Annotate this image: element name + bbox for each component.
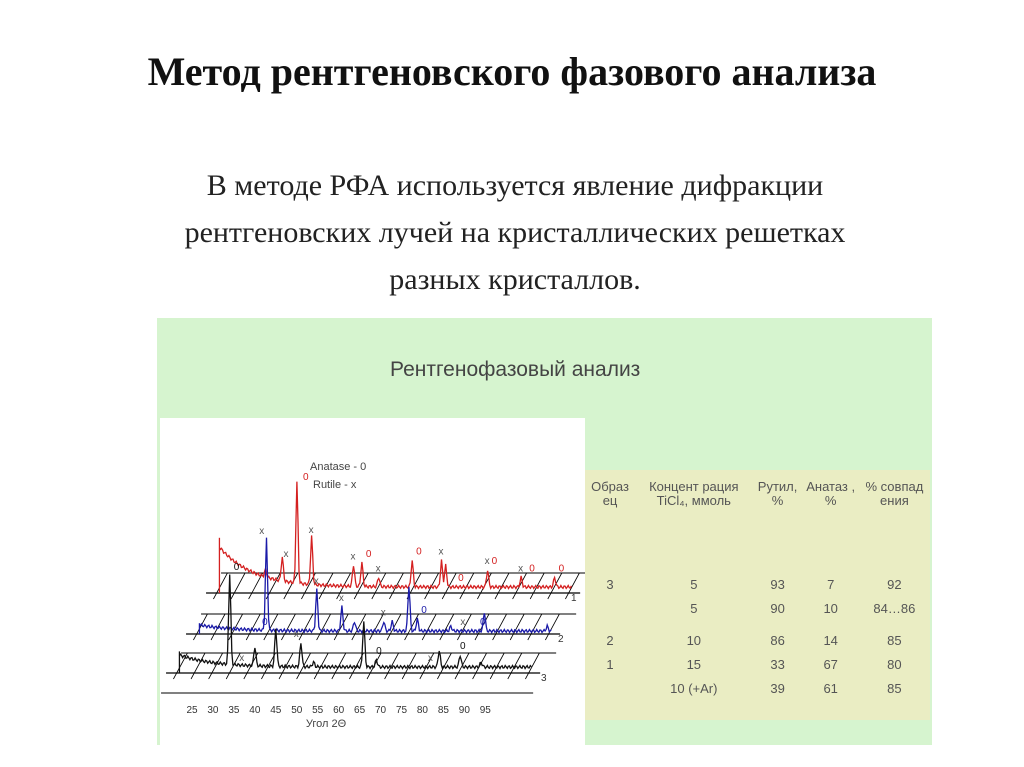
table-cell: 5 — [690, 601, 698, 616]
table-row — [585, 677, 930, 701]
peak-marker-rutile: x — [338, 593, 344, 604]
grid-tick — [493, 614, 507, 640]
peak-marker-anatase: 0 — [491, 556, 498, 568]
grid-tick — [209, 653, 223, 679]
peak-marker-rutile: x — [484, 556, 490, 568]
panel-title: Рентгенофазовый анализ — [390, 358, 641, 381]
table-cell: 85 — [887, 681, 902, 696]
peak-marker-rutile: x — [259, 525, 265, 537]
table-cell: 33 — [770, 657, 785, 672]
peak-marker-rutile: x — [427, 653, 433, 664]
x-tick-label: 55 — [312, 705, 324, 716]
table-cell: 92 — [887, 577, 902, 592]
x-tick-label: 70 — [374, 705, 387, 716]
peak-marker-rutile: x — [375, 563, 381, 575]
grid-tick — [299, 614, 313, 640]
paragraph-line: В методе РФА используется явление дифракции — [206, 169, 824, 202]
table-cell: 90 — [770, 601, 785, 616]
grid-tick — [226, 653, 240, 679]
peak-marker-rutile: x — [380, 607, 386, 619]
x-axis-label: Угол 2Θ — [305, 718, 347, 730]
peak-marker-anatase: 0 — [558, 563, 565, 575]
table-header: Анатаз , % — [806, 479, 856, 508]
table-cell: 84…86 — [873, 601, 916, 616]
peak-marker-anatase: 0 — [303, 472, 309, 484]
table-cell: 86 — [770, 633, 785, 648]
peak-marker-rutile: x — [313, 576, 319, 588]
series-line-3 — [179, 575, 531, 669]
peak-marker-anatase: 0 — [529, 563, 535, 575]
table-cell — [585, 677, 635, 701]
peak-marker-rutile: x — [283, 549, 289, 560]
grid-tick — [284, 573, 298, 599]
peak-marker-anatase: 0 — [479, 617, 486, 628]
table-cell — [585, 597, 635, 621]
table-cell: 14 — [823, 633, 838, 648]
paragraph-line: рентгеновских лучей на кристаллических решетках — [184, 216, 846, 249]
x-tick-label: 95 — [479, 705, 491, 716]
xrd-chart — [160, 418, 585, 745]
peak-marker-rutile: x — [293, 629, 299, 640]
x-tick-label: 85 — [437, 705, 449, 716]
grid-tick — [246, 614, 260, 640]
slide-paragraph — [60, 162, 970, 303]
x-tick-label: 65 — [354, 705, 366, 716]
legend-entry: Rutile - x — [313, 479, 357, 491]
x-tick-label: 75 — [395, 705, 408, 716]
peak-marker-anatase: 0 — [458, 573, 464, 584]
table-cell: 93 — [770, 577, 785, 592]
x-tick-label: 30 — [207, 705, 219, 716]
results-table — [585, 470, 930, 720]
series-label: 2 — [558, 634, 564, 645]
table-cell: 10 — [686, 633, 702, 648]
table-row — [585, 653, 930, 677]
table-cell: 15 — [686, 657, 702, 672]
slide-title: Метод рентгеновского фазового анализа — [147, 49, 877, 94]
peak-marker-rutile: x — [308, 525, 314, 536]
table-cell: 10 — [823, 601, 838, 616]
peak-marker-anatase: 0 — [416, 546, 422, 558]
peak-marker-anatase: 0 — [365, 549, 372, 560]
grid-tick — [193, 614, 207, 640]
table-header: % совпад ения — [865, 479, 924, 508]
x-tick-label: 25 — [186, 705, 198, 716]
grid-tick — [213, 573, 227, 599]
xrd-chart-svg — [160, 418, 585, 745]
table-cell: 61 — [823, 681, 838, 696]
series-label: 3 — [541, 673, 547, 684]
peak-marker-rutile: x — [239, 653, 245, 664]
table-cell: 3 — [606, 577, 614, 592]
peak-marker-rutile: x — [460, 617, 466, 628]
peak-marker-anatase: 0 — [233, 561, 240, 573]
paragraph-line: разных кристаллов. — [389, 263, 641, 296]
x-tick-label: 45 — [270, 705, 282, 716]
table-cell: 67 — [823, 657, 838, 672]
x-tick-label: 50 — [291, 705, 303, 716]
table-row — [585, 621, 930, 653]
legend-entry: Anatase - 0 — [310, 461, 367, 473]
grid-tick — [422, 614, 436, 640]
table-cell: 2 — [606, 633, 614, 648]
x-tick-label: 80 — [416, 705, 429, 716]
peak-marker-anatase: 0 — [421, 605, 427, 616]
table-cell: 80 — [887, 657, 902, 672]
x-tick-label: 90 — [458, 705, 470, 716]
table-header: Образ ец — [591, 479, 629, 508]
series-label: 1 — [571, 593, 577, 604]
peak-marker-rutile: x — [518, 563, 524, 575]
table-cell: 5 — [690, 577, 698, 592]
grid-tick — [528, 614, 542, 640]
series-line-2 — [199, 538, 551, 633]
peak-marker-rutile: x — [350, 551, 356, 563]
x-tick-label: 40 — [249, 705, 261, 716]
table-row — [585, 573, 930, 597]
grid-tick — [191, 653, 205, 679]
table-cell: 10 (+Ar) — [670, 681, 718, 696]
peak-marker-anatase: 0 — [262, 617, 268, 628]
table-cell: 39 — [770, 681, 785, 696]
peak-marker-rutile: x — [438, 546, 444, 558]
peak-marker-anatase: 0 — [459, 641, 466, 652]
grid-tick — [510, 614, 524, 640]
table-cell: 7 — [827, 577, 835, 592]
x-tick-label: 35 — [228, 705, 240, 716]
peak-marker-anatase: 0 — [376, 645, 382, 657]
table-cell: 1 — [606, 657, 614, 672]
table-header: Рутил, % — [757, 479, 798, 508]
table-row — [585, 597, 930, 621]
table-cell: 85 — [887, 633, 902, 648]
grid-tick — [249, 573, 263, 599]
x-tick-label: 60 — [333, 705, 345, 716]
grid-tick — [231, 573, 245, 599]
table-header: Концент рация TiCl₄, ммоль — [649, 479, 739, 508]
